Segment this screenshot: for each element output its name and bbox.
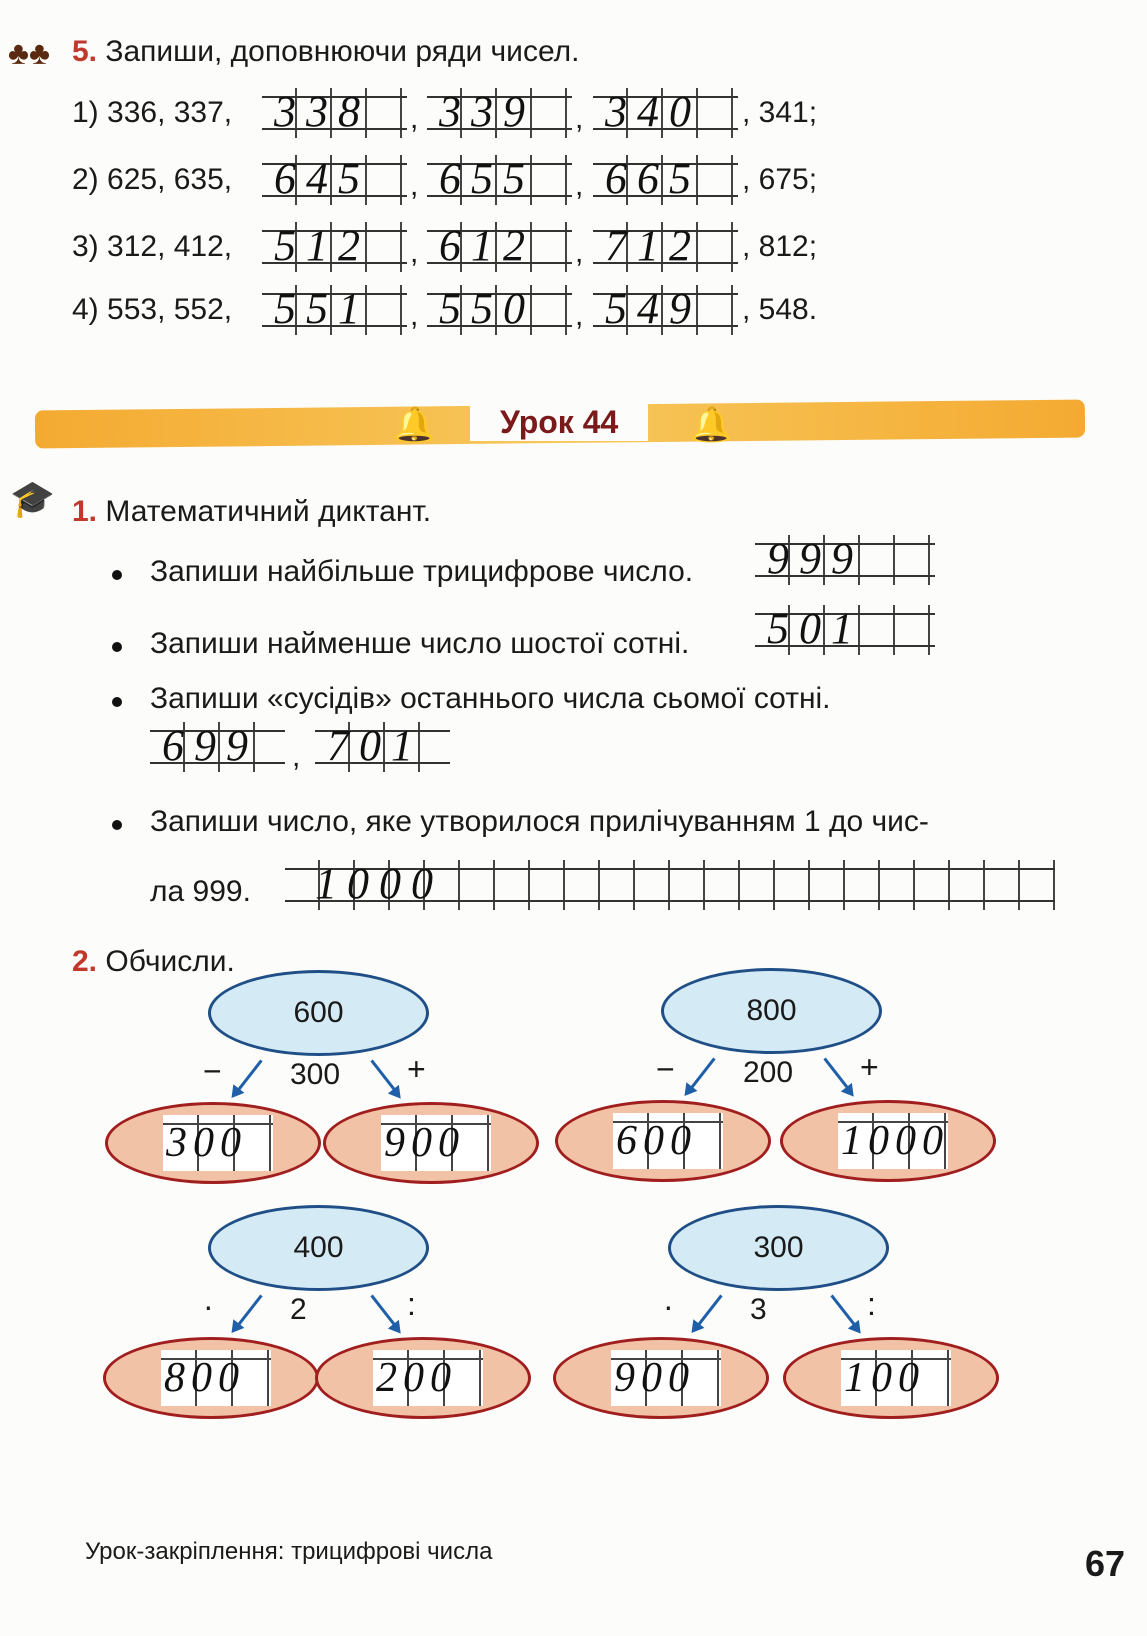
- comma: ,: [410, 236, 419, 269]
- comma: ,: [575, 169, 584, 202]
- arrow-left-icon: [234, 1060, 262, 1095]
- exercise-5-title: [72, 35, 579, 69]
- handwritten-answer: 340: [605, 87, 701, 136]
- comma: ,: [410, 102, 419, 135]
- handwritten-answer: 665: [605, 154, 701, 203]
- right-result-ellipse[interactable]: [315, 1337, 531, 1419]
- handwritten-answer: 1000: [841, 1118, 949, 1164]
- handwritten-answer: 100: [844, 1355, 925, 1401]
- left-operator: −: [203, 1053, 222, 1089]
- exercise-number: 2.: [72, 945, 98, 978]
- handwritten-answer: 512: [274, 221, 370, 270]
- handwritten-answer: 501: [767, 604, 863, 653]
- handwritten-answer: 1000: [315, 859, 443, 908]
- top-number-ellipse: 400: [208, 1205, 429, 1291]
- bullet: [112, 697, 122, 707]
- handwritten-answer: 612: [439, 221, 535, 270]
- arrow-left-icon: [694, 1295, 722, 1330]
- right-operator: +: [860, 1049, 879, 1085]
- right-result-ellipse[interactable]: [783, 1337, 999, 1419]
- answer-field[interactable]: [427, 285, 572, 335]
- answer-field[interactable]: [755, 605, 935, 655]
- answer-field[interactable]: [262, 155, 407, 205]
- comma: ,: [575, 299, 584, 332]
- comma: ,: [410, 299, 419, 332]
- handwritten-answer: 551: [274, 284, 370, 333]
- handwritten-answer: 300: [166, 1120, 247, 1166]
- arrow-right-icon: [370, 1295, 398, 1330]
- operand: 200: [743, 1056, 794, 1089]
- top-number-ellipse: 300: [668, 1205, 889, 1291]
- right-result-ellipse[interactable]: [780, 1100, 996, 1182]
- handwritten-answer: 712: [605, 221, 701, 270]
- page-number: 67: [1085, 1543, 1126, 1584]
- footer-caption: Урок-закріплення: трицифрові числа: [85, 1538, 493, 1565]
- exercise-number: 5.: [72, 35, 98, 68]
- dictation-item: Запиши «сусідів» останнього числа сьомої сотні.: [150, 682, 831, 715]
- dictation-item: Запиши число, яке утворилося прилічуванням 1 до чис-: [150, 805, 929, 838]
- answer-field[interactable]: [427, 155, 572, 205]
- handwritten-answer: 549: [605, 284, 701, 333]
- exercise-5-icon: ♣♣: [8, 35, 50, 71]
- exercise-1-title: [72, 495, 431, 529]
- handwritten-answer: 338: [274, 87, 370, 136]
- row-end: , 812;: [742, 230, 818, 263]
- answer-field[interactable]: [262, 88, 407, 138]
- answer-field[interactable]: [593, 222, 738, 272]
- row-label: 3) 312, 412,: [72, 230, 233, 263]
- handwritten-answer: 339: [439, 87, 535, 136]
- handwritten-answer: 900: [614, 1355, 695, 1401]
- exercise-title: Запиши, доповнюючи ряди чисел.: [105, 35, 580, 68]
- comma: ,: [410, 169, 419, 202]
- row-label: 1) 336, 337,: [72, 96, 233, 129]
- exercise-title: Обчисли.: [105, 945, 235, 978]
- handwritten-answer: 800: [164, 1355, 245, 1401]
- right-result-ellipse[interactable]: [323, 1102, 539, 1184]
- handwritten-answer: 600: [616, 1118, 697, 1164]
- bullet: [112, 820, 122, 830]
- handwritten-answer: 699: [162, 721, 258, 770]
- top-number-ellipse: 800: [661, 968, 882, 1054]
- handwritten-answer: 701: [327, 721, 423, 770]
- comma: ,: [292, 740, 301, 773]
- right-operator: +: [407, 1051, 426, 1087]
- exercise-number: 1.: [72, 495, 98, 528]
- row-label: 2) 625, 635,: [72, 163, 233, 196]
- exercise-title: Математичний диктант.: [105, 495, 432, 528]
- left-operator: −: [656, 1051, 675, 1087]
- bullet: [112, 570, 122, 580]
- bell-icon: 🔔: [393, 406, 436, 444]
- bullet: [112, 642, 122, 652]
- handwritten-answer: 900: [384, 1120, 465, 1166]
- dictation-item-continued: ла 999.: [150, 875, 251, 908]
- answer-field[interactable]: [427, 88, 572, 138]
- arrow-left-icon: [687, 1058, 715, 1093]
- arrow-right-icon: [823, 1058, 851, 1093]
- answer-field[interactable]: [593, 88, 738, 138]
- arrow-left-icon: [234, 1295, 262, 1330]
- operand: 300: [290, 1058, 341, 1091]
- answer-field[interactable]: [427, 222, 572, 272]
- row-label: 4) 553, 552,: [72, 293, 233, 326]
- answer-field[interactable]: [150, 722, 285, 772]
- left-operator: ·: [663, 1288, 674, 1324]
- top-number-ellipse: 600: [208, 970, 429, 1056]
- left-operator: ·: [203, 1288, 214, 1324]
- operand: 2: [290, 1293, 307, 1326]
- right-operator: :: [407, 1286, 416, 1322]
- comma: ,: [575, 236, 584, 269]
- handwritten-answer: 645: [274, 154, 370, 203]
- comma: ,: [575, 102, 584, 135]
- arrow-right-icon: [830, 1295, 858, 1330]
- bell-icon: 🔔: [690, 406, 733, 444]
- answer-field[interactable]: [262, 222, 407, 272]
- operand: 3: [750, 1293, 767, 1326]
- lesson-title: Урок 44: [470, 404, 648, 441]
- dictation-item: Запиши найменше число шостої сотні.: [150, 627, 690, 660]
- answer-field[interactable]: [262, 285, 407, 335]
- answer-field[interactable]: [755, 535, 935, 585]
- handwritten-answer: 655: [439, 154, 535, 203]
- answer-field[interactable]: [593, 155, 738, 205]
- left-result-ellipse[interactable]: [103, 1337, 319, 1419]
- row-end: , 341;: [742, 96, 818, 129]
- left-result-ellipse[interactable]: [105, 1102, 321, 1184]
- answer-field[interactable]: [315, 722, 450, 772]
- exercise-2-title: [72, 945, 235, 979]
- left-result-ellipse[interactable]: [553, 1337, 769, 1419]
- row-end: , 675;: [742, 163, 818, 196]
- right-operator: :: [867, 1286, 876, 1322]
- teacher-icon: 🎓: [10, 478, 55, 519]
- handwritten-answer: 550: [439, 284, 535, 333]
- handwritten-answer: 999: [767, 534, 863, 583]
- row-end: , 548.: [742, 293, 818, 326]
- dictation-item: Запиши найбільше трицифрове число.: [150, 555, 694, 588]
- arrow-right-icon: [370, 1060, 398, 1095]
- left-result-ellipse[interactable]: [555, 1100, 771, 1182]
- answer-field[interactable]: [593, 285, 738, 335]
- answer-field[interactable]: [285, 860, 1055, 910]
- handwritten-answer: 200: [376, 1355, 457, 1401]
